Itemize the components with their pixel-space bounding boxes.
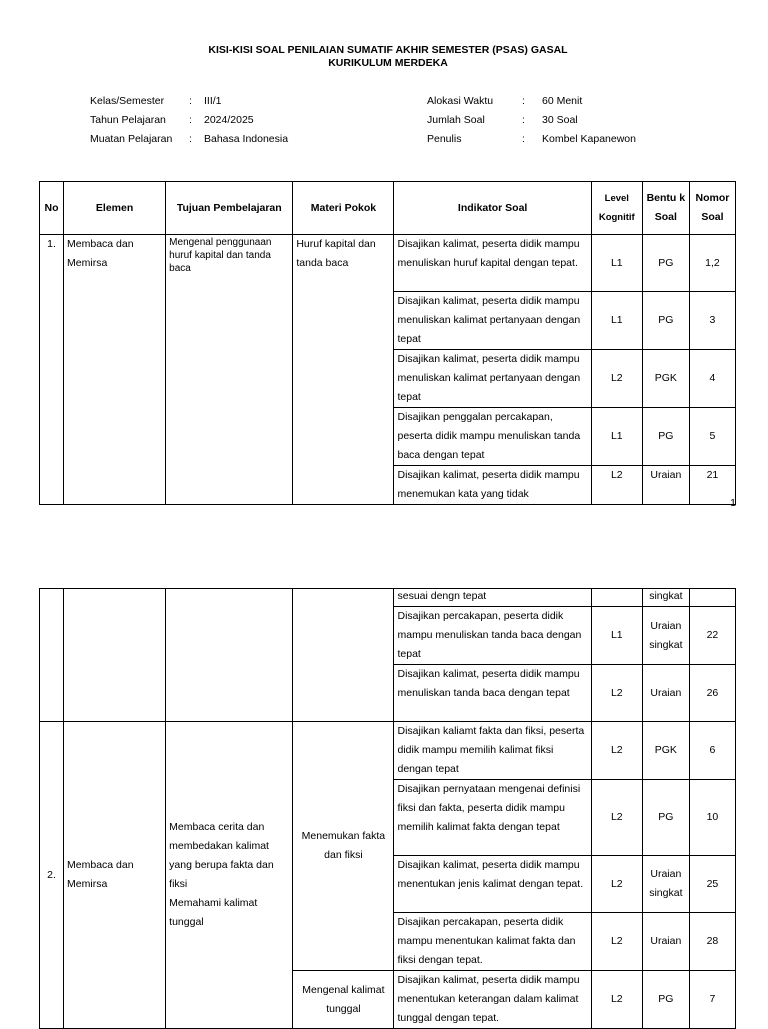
row-nomor [689,589,735,607]
row-bentuk: singkat [642,589,689,607]
row-indikator: sesuai dengn tepat [394,589,591,607]
row-nomor: 10 [689,780,735,856]
row-level: L2 [591,665,642,722]
header-no: No [40,182,64,235]
row-elemen: Membaca dan Memirsa [64,722,166,1029]
row-bentuk: PG [642,408,689,466]
row-bentuk: Uraian [642,665,689,722]
row-elemen [64,589,166,722]
row-nomor: 25 [689,856,735,913]
meta-left [90,92,288,149]
table-row [40,722,736,780]
row-materi: Huruf kapital dan tanda baca [293,235,394,505]
row-nomor: 7 [689,971,735,1029]
meta-colon: : [189,133,192,145]
meta-label: Alokasi Waktu [427,95,494,107]
row-nomor: 6 [689,722,735,780]
row-bentuk: Uraian [642,913,689,971]
kisi-kisi-table-page2 [39,588,736,1029]
row-bentuk: PG [642,780,689,856]
header-tujuan: Tujuan Pembelajaran [166,182,293,235]
page-number: 1 [730,497,736,509]
row-bentuk: PG [642,292,689,350]
meta-value: 2024/2025 [204,114,254,126]
meta-label: Kelas/Semester [90,95,165,107]
meta-label: Tahun Pelajaran [90,114,166,126]
meta-row-kelas [90,92,288,111]
row-bentuk: PGK [642,722,689,780]
row-tujuan: Mengenal penggunaan huruf kapital dan tanda baca [166,235,293,505]
row-tujuan: Membaca cerita dan membedakan kalimat yang berupa fakta dan fiksi Memahami kalimat tunggal [166,722,293,1029]
header-bentuk: Bentu k Soal [642,182,689,235]
row-level: L2 [591,913,642,971]
meta-row-penulis [427,130,636,149]
row-bentuk: PGK [642,350,689,408]
row-bentuk: Uraian [642,466,689,505]
meta-colon: : [189,95,192,107]
row-nomor: 28 [689,913,735,971]
row-level: L2 [591,971,642,1029]
meta-row-alokasi [427,92,636,111]
row-indikator: Disajikan pernyataan mengenai definisi fiksi dan fakta, peserta didik mampu memilih kalimat fakta dengan tepat [394,780,591,856]
document-subtitle: KURIKULUM MERDEKA [328,57,448,69]
header-level: Level Kognitif [591,182,642,235]
row-bentuk: PG [642,971,689,1029]
row-level: L1 [591,408,642,466]
row-level [591,589,642,607]
table-header-row [40,182,736,235]
row-level: L1 [591,235,642,292]
row-indikator: Disajikan percakapan, peserta didik mampu menuliskan tanda baca dengan tepat [394,607,591,665]
meta-colon: : [522,114,525,126]
row-nomor: 4 [689,350,735,408]
meta-colon: : [522,133,525,145]
row-indikator: Disajikan kalimat, peserta didik mampu menentukan jenis kalimat dengan tepat. [394,856,591,913]
row-nomor: 1,2 [689,235,735,292]
meta-row-jumlah [427,111,636,130]
meta-label: Jumlah Soal [427,114,485,126]
row-nomor: 3 [689,292,735,350]
row-no: 2. [40,722,64,1029]
row-nomor: 21 [689,466,735,505]
row-level: L2 [591,722,642,780]
row-level: L2 [591,350,642,408]
row-bentuk: PG [642,235,689,292]
kisi-kisi-table-page1 [39,181,736,505]
row-no: 1. [40,235,64,505]
row-level: L1 [591,292,642,350]
row-no [40,589,64,722]
row-indikator: Disajikan kalimat, peserta didik mampu menuliskan kalimat pertanyaan dengan tepat [394,350,591,408]
row-indikator: Disajikan kalimat, peserta didik mampu menuliskan kalimat pertanyaan dengan tepat [394,292,591,350]
meta-value: Bahasa Indonesia [204,133,289,145]
row-elemen: Membaca dan Memirsa [64,235,166,505]
meta-value: 60 Menit [542,95,583,107]
row-bentuk: Uraian singkat [642,607,689,665]
meta-label: Muatan Pelajaran [90,133,173,145]
row-nomor: 26 [689,665,735,722]
row-level: L2 [591,466,642,505]
row-level: L1 [591,607,642,665]
row-materi: Menemukan fakta dan fiksi [293,722,394,971]
row-bentuk: Uraian singkat [642,856,689,913]
header-materi: Materi Pokok [293,182,394,235]
meta-colon: : [522,95,525,107]
header-elemen: Elemen [64,182,166,235]
meta-value: III/1 [204,95,222,107]
meta-right [427,92,636,149]
meta-value: 30 Soal [542,114,578,126]
row-materi [293,589,394,722]
row-nomor: 22 [689,607,735,665]
row-indikator: Disajikan kalimat, peserta didik mampu menentukan keterangan dalam kalimat tunggal dengan tepat. [394,971,591,1029]
table-row [40,235,736,292]
row-indikator: Disajikan percakapan, peserta didik mampu menentukan kalimat fakta dan fiksi dengan tepat. [394,913,591,971]
row-tujuan [166,589,293,722]
header-nomor: Nomor Soal [689,182,735,235]
meta-row-tahun [90,111,288,130]
meta-colon: : [189,114,192,126]
row-level: L2 [591,856,642,913]
row-indikator: Disajikan kaliamt fakta dan fiksi, peserta didik mampu memilih kalimat fiksi dengan tepat [394,722,591,780]
row-indikator: Disajikan kalimat, peserta didik mampu menuliskan huruf kapital dengan tepat. [394,235,591,292]
row-indikator: Disajikan penggalan percakapan, peserta didik mampu menuliskan tanda baca dengan tepat [394,408,591,466]
row-nomor: 5 [689,408,735,466]
row-indikator: Disajikan kalimat, peserta didik mampu menuliskan tanda baca dengan tepat [394,665,591,722]
header-indikator: Indikator Soal [394,182,591,235]
meta-label: Penulis [427,133,462,145]
document-title: KISI-KISI SOAL PENILAIAN SUMATIF AKHIR SEMESTER (PSAS) GASAL [208,44,568,56]
meta-value: Kombel Kapanewon [542,133,636,145]
table-row [40,589,736,607]
row-indikator: Disajikan kalimat, peserta didik mampu menemukan kata yang tidak [394,466,591,505]
row-level: L2 [591,780,642,856]
meta-row-muatan [90,130,288,149]
row-materi: Mengenal kalimat tunggal [293,971,394,1029]
